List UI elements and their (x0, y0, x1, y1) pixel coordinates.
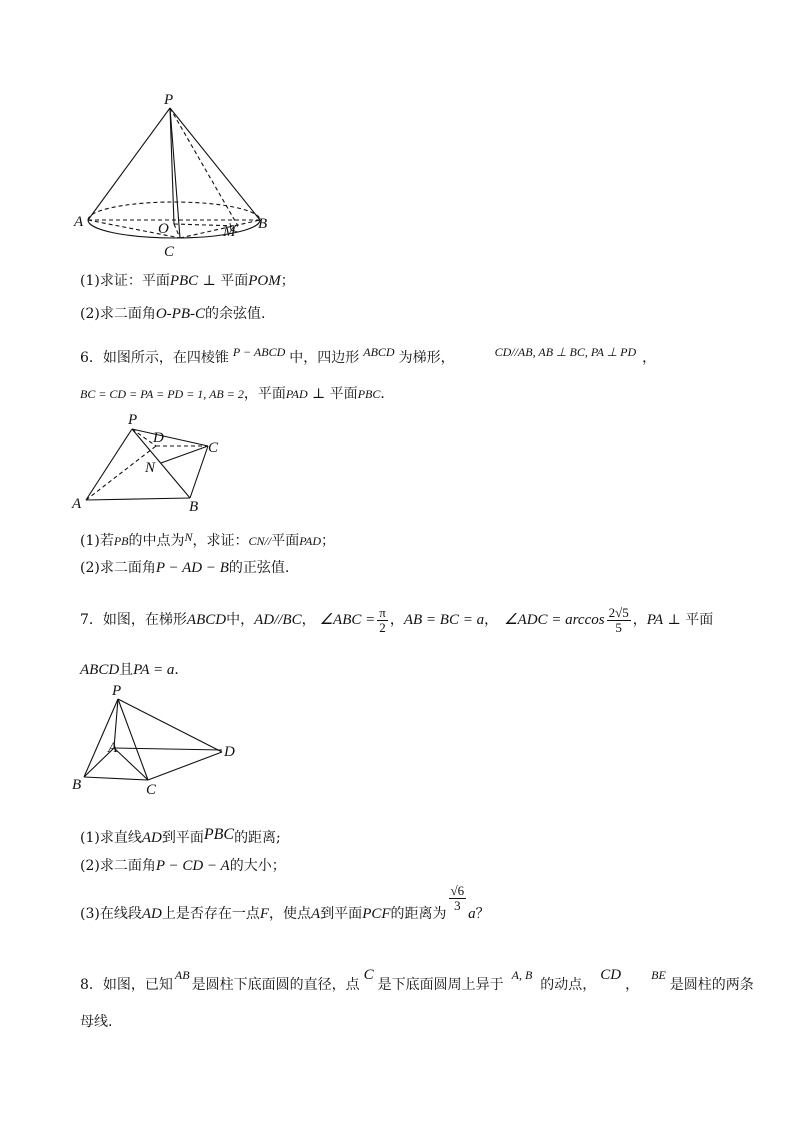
label-B: B (72, 777, 82, 793)
text: ，使点 (269, 906, 312, 922)
label-B: B (258, 216, 268, 232)
cone-figure (70, 90, 270, 260)
text: ？ (475, 906, 490, 922)
text: 的余弦值. (205, 306, 266, 322)
math: ∠ABC = (319, 612, 376, 628)
math: O-PB-C (155, 306, 205, 322)
text: (1)求证：平面 (80, 273, 170, 289)
text: 的距离为 (390, 906, 447, 922)
q8-stem-line2 (80, 1012, 112, 1032)
label-M: M (223, 224, 236, 240)
q7-part2 (80, 856, 286, 876)
math: AD (141, 830, 162, 846)
text: ． (380, 386, 395, 402)
math: AD//BC (254, 612, 302, 628)
label-P: P (128, 412, 138, 428)
label-A: A (72, 496, 82, 512)
text: (2)求二面角 (80, 306, 156, 322)
math: PBC (357, 387, 381, 401)
text: ⊥ (198, 273, 221, 289)
q7-stem-line2 (80, 660, 188, 680)
label-A: A (74, 214, 84, 230)
text: 中，四边形 (289, 350, 360, 366)
denominator: 5 (615, 619, 622, 635)
label-P: P (164, 92, 174, 108)
numerator: 2√5 (608, 604, 629, 620)
q7-part3 (80, 884, 490, 934)
q7-stem-line1 (80, 600, 713, 640)
label-D: D (224, 744, 235, 760)
math: F (259, 906, 270, 922)
text: 中， (226, 612, 255, 628)
text: ； (321, 533, 335, 549)
math: POM (248, 273, 281, 289)
text: 的大小； (229, 858, 286, 874)
text: 是下底面圆周上异于 (377, 977, 504, 993)
math: BE (651, 968, 666, 982)
text: 6．如图所示，在四棱锥 (80, 350, 229, 366)
text: 的距离; (234, 830, 281, 846)
pyramid-figure-q7 (70, 682, 250, 797)
text: 7．如图，在梯形 (80, 612, 187, 628)
q6-stem-line1 (80, 342, 656, 368)
math: A, B (511, 968, 533, 982)
denominator: 3 (454, 898, 461, 913)
text: 上是否存在一点 (161, 906, 260, 922)
numerator: √6 (450, 883, 465, 898)
text: 是圆柱下底面圆的直径，点 (191, 977, 360, 993)
math: PAD (299, 534, 321, 548)
label-O: O (158, 221, 169, 237)
text: 平面 (220, 273, 249, 289)
text: 的中点为 (128, 533, 185, 549)
text: 平面 (271, 533, 300, 549)
math: PCF (362, 906, 391, 922)
q6-part2 (80, 558, 289, 578)
text: 的正弦值. (228, 560, 290, 576)
text: 8．如图，已知 (80, 977, 173, 993)
text: 的动点， (540, 977, 597, 993)
text: 母线. (80, 1014, 113, 1030)
text: (2)求二面角 (80, 858, 156, 874)
math: PAD (285, 387, 308, 401)
q6-part1 (80, 527, 335, 551)
label-A: A (108, 740, 118, 756)
text: ⊥ 平面 (663, 612, 714, 628)
math: ABCD (363, 345, 395, 359)
fraction-sqrt6-over-3 (449, 884, 467, 913)
math: PBC (203, 826, 235, 843)
math: AB = BC = a (403, 612, 485, 628)
text: ； (280, 273, 295, 289)
text: 为梯形， (398, 350, 455, 366)
pyramid-figure-q6 (70, 410, 240, 520)
text: (1)求直线 (80, 830, 142, 846)
label-N: N (145, 460, 156, 476)
label-C: C (208, 440, 219, 456)
math: P − CD − A (155, 858, 230, 874)
text: 到平面 (161, 830, 204, 846)
numerator: π (379, 604, 386, 620)
math: A (311, 906, 321, 922)
q5-part1 (80, 271, 295, 291)
fraction-2sqrt5-over-5 (607, 606, 631, 635)
q5-part2 (80, 304, 265, 324)
label-D: D (153, 430, 164, 446)
text: (1)若 (80, 533, 114, 549)
text: ， (625, 977, 640, 993)
math: ABCD (186, 612, 227, 628)
text: ，求证： (192, 533, 249, 549)
math: AB (174, 968, 190, 982)
math: BC = CD = PA = PD = 1, AB = 2 (80, 387, 244, 401)
math: PB (113, 534, 129, 548)
math: CD (600, 967, 622, 983)
text: 是圆柱的两条 (669, 977, 754, 993)
denominator: 2 (379, 619, 386, 635)
q7-part1 (80, 825, 281, 848)
text: (2)求二面角 (80, 560, 156, 576)
math: AD (141, 906, 162, 922)
math: C (363, 967, 374, 983)
label-C: C (146, 782, 157, 798)
q8-stem-line1 (80, 965, 754, 995)
text: ，平面 (243, 386, 286, 402)
math: a (468, 906, 476, 922)
text: (3)在线段 (80, 906, 142, 922)
text: 且 (119, 662, 134, 678)
text: ， (484, 612, 499, 628)
q6-stem-line2 (80, 384, 394, 404)
label-C: C (164, 244, 175, 260)
math: PBC (169, 273, 199, 289)
math: P − AD − B (155, 560, 229, 576)
text: ． (174, 662, 189, 678)
fraction-pi-over-2 (377, 606, 388, 635)
text: ， (389, 612, 404, 628)
math: P − ABCD (232, 345, 286, 359)
math: ABCD (80, 662, 120, 678)
math: PA = a (133, 662, 175, 678)
math: PA (646, 612, 664, 628)
text: ， (632, 612, 647, 628)
math: CD//AB, AB ⊥ BC, PA ⊥ PD (494, 345, 637, 359)
math: CN// (248, 534, 272, 548)
text: ， (301, 612, 316, 628)
text: 到平面 (320, 906, 363, 922)
text: ， (642, 350, 657, 366)
math: N (184, 530, 193, 544)
math: ∠ADC = arccos (504, 612, 605, 628)
label-P: P (112, 683, 122, 699)
text: ⊥ 平面 (307, 386, 358, 402)
label-B: B (189, 499, 199, 515)
